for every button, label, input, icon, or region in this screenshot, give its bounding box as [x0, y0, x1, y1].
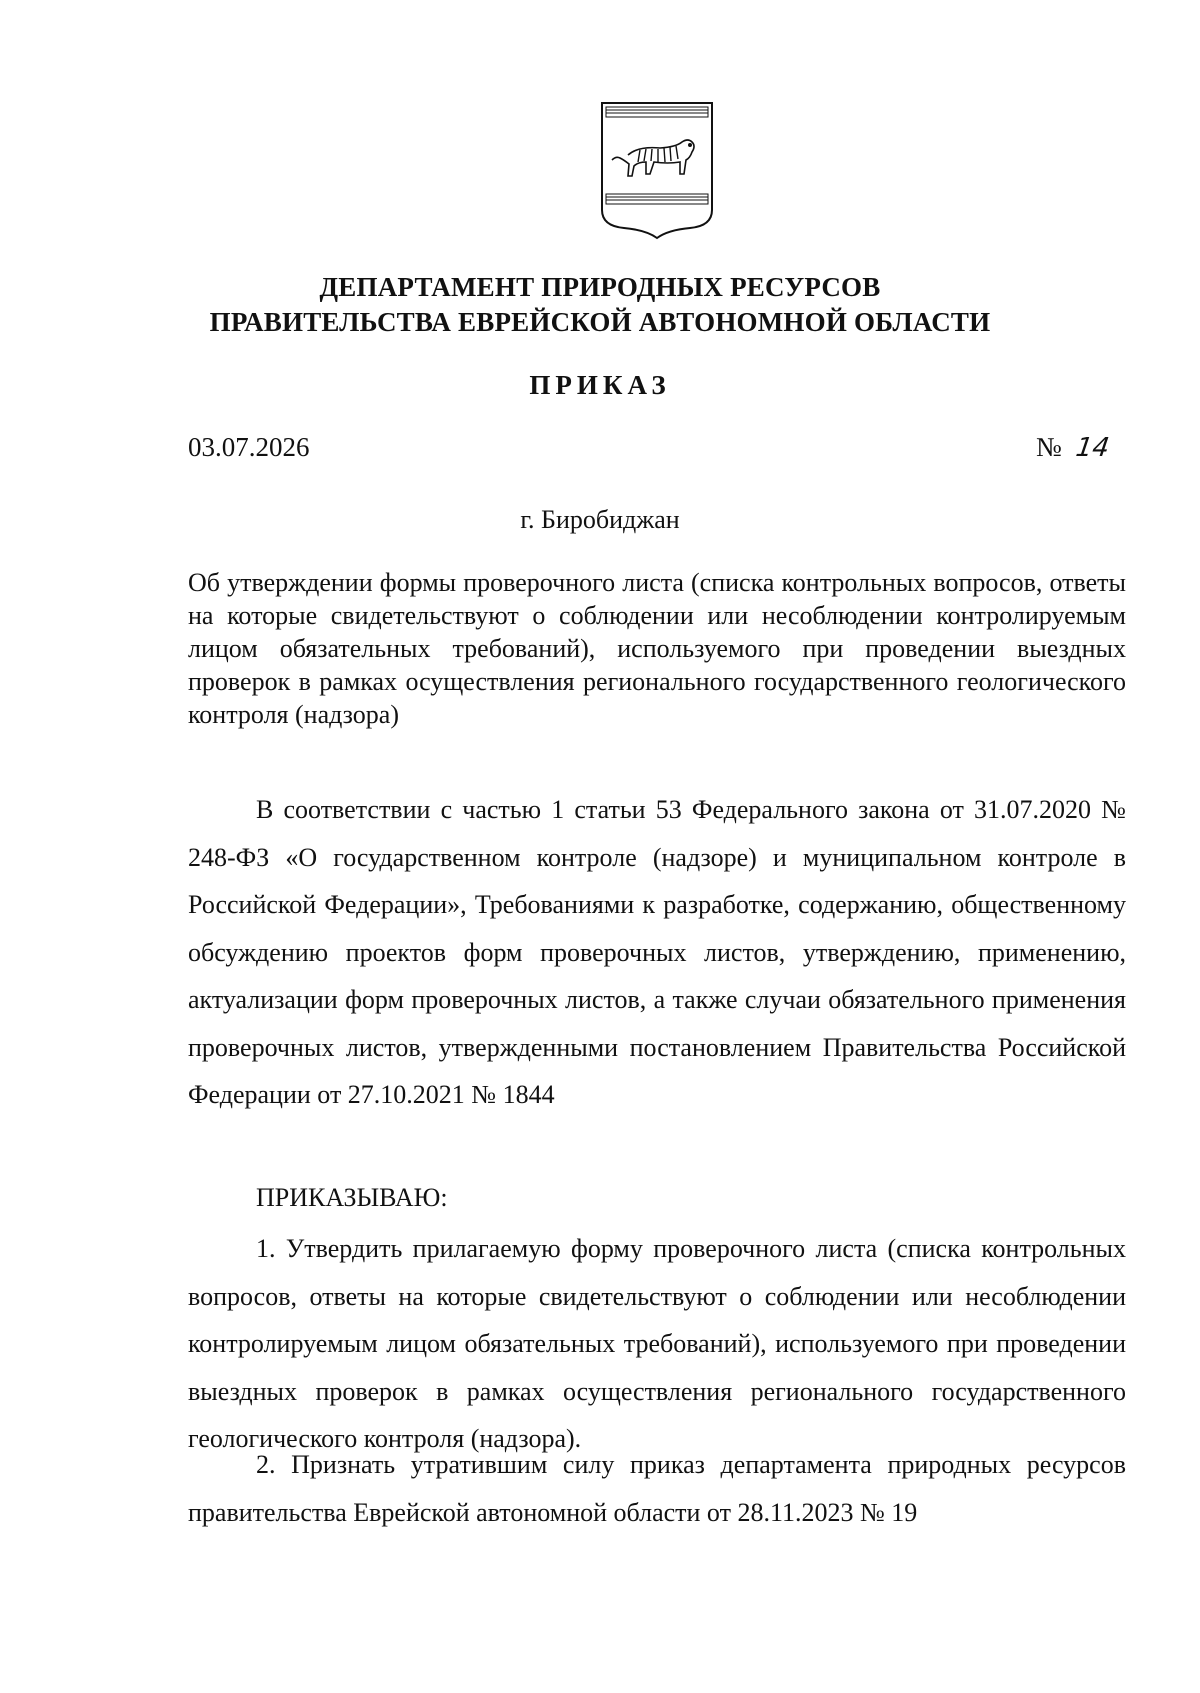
city-name: г. Биробиджан	[520, 505, 680, 534]
order-number-label: №	[1036, 432, 1062, 462]
preamble-paragraph: В соответствии с частью 1 статьи 53 Федерального закона от 31.07.2020 № 248-ФЗ «О государственном контроле (надзоре) и муниципальном контроле в Российской Федерации», Требованиями к разработке, содержанию, общественному обсуждению проектов форм проверочных листов, утверждению, применению, актуализации форм проверочных листов, а также случаи обязательного применения проверочных листов, утвержденными постановлением Правительства Российской Федерации от 27.10.2021 № 1844	[188, 795, 1126, 1109]
order-item-1: 1. Утвердить прилагаемую форму проверочного листа (списка контрольных вопросов, ответы на которые свидетельствуют о соблюдении или несоблюдении контролируемым лицом обязательных требований), используемого при проведении выездных проверок в рамках осуществления регионального государственного геологического контроля (надзора).	[188, 1234, 1126, 1453]
coat-of-arms-tiger-icon	[598, 100, 716, 240]
order-date: 03.07.2026	[188, 432, 310, 462]
order-subject: Об утверждении формы проверочного листа (списка контрольных вопросов, ответы на которые свидетельствуют о соблюдении или несоблюдении контролируемым лицом обязательных требований), используемого при проведении выездных проверок в рамках осуществления регионального государственного геологического контроля (надзора)	[188, 568, 1126, 729]
order-command-word: ПРИКАЗЫВАЮ:	[256, 1183, 448, 1212]
document-type-title: ПРИКАЗ	[529, 370, 671, 400]
department-name-line2: ПРАВИТЕЛЬСТВА ЕВРЕЙСКОЙ АВТОНОМНОЙ ОБЛАСТИ	[209, 307, 991, 337]
order-item-2: 2. Признать утратившим силу приказ департамента природных ресурсов правительства Еврейской автономной области от 28.11.2023 № 19	[188, 1450, 1126, 1527]
order-number-value: 14	[1073, 433, 1111, 463]
order-number	[1036, 432, 1109, 463]
department-name-line1: ДЕПАРТАМЕНТ ПРИРОДНЫХ РЕСУРСОВ	[319, 272, 881, 302]
